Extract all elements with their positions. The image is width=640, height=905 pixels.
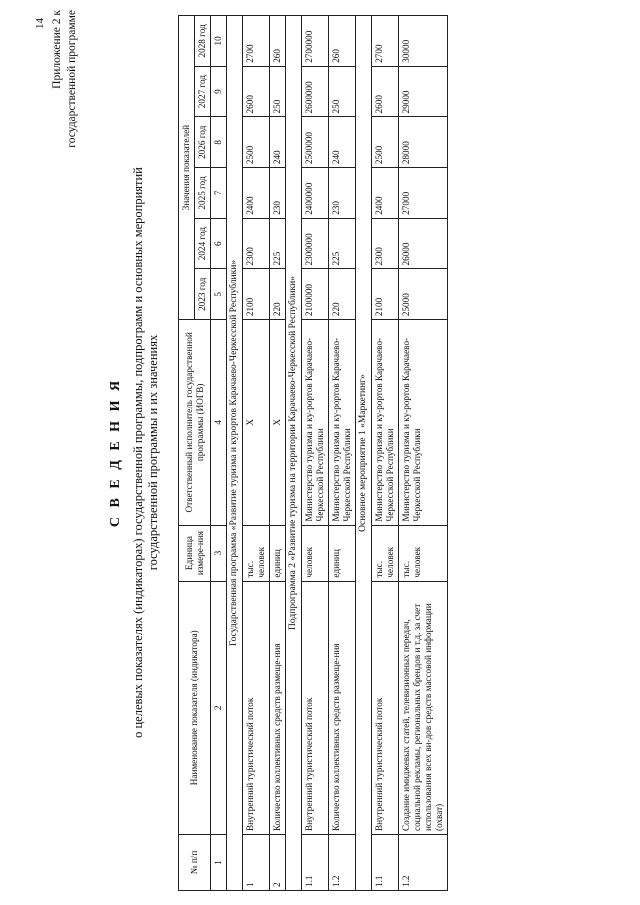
value-cell: 2400000: [302, 168, 329, 219]
value-cell: 220: [329, 269, 356, 320]
subtitle-line-2: государственной программы и их значениях: [146, 334, 160, 571]
value-cell: 230: [270, 168, 286, 219]
table-row: [399, 16, 448, 891]
table-row: [243, 16, 270, 891]
indicator-name: Количество коллективных средств размеще-ния: [329, 581, 356, 834]
row-number: 1: [243, 834, 270, 890]
table-row: [270, 16, 286, 891]
value-cell: 240: [329, 117, 356, 168]
value-cell: 2100: [372, 269, 399, 320]
value-cell: 250: [270, 66, 286, 117]
indicator-name: Количество коллективных средств размеще-ния: [270, 581, 286, 834]
page-number: 14: [34, 18, 46, 29]
value-cell: 220: [270, 269, 286, 320]
section-title: Основное мероприятие 1 «Маркетинг»: [356, 16, 372, 891]
value-cell: 2300: [243, 218, 270, 269]
row-number: 1.2: [399, 834, 448, 890]
column-number: 9: [211, 66, 227, 117]
value-cell: 26000: [399, 218, 448, 269]
column-number: 4: [211, 320, 227, 525]
subtitle-line-1: о целевых показателях (индикаторах) государственной программы, подпрограмм и основных мероприятий: [131, 167, 145, 738]
column-number: 7: [211, 168, 227, 219]
unit-cell: тыс. человек: [372, 525, 399, 581]
value-cell: 2500: [372, 117, 399, 168]
value-cell: 2400: [372, 168, 399, 219]
value-cell: 225: [270, 218, 286, 269]
value-cell: 2700: [372, 16, 399, 67]
row-number: 1.2: [329, 834, 356, 890]
indicator-name: Внутренний туристический поток: [302, 581, 329, 834]
value-cell: 225: [329, 218, 356, 269]
value-cell: 2500000: [302, 117, 329, 168]
value-cell: 2300: [372, 218, 399, 269]
header-values-group: Значения показателей: [179, 16, 195, 320]
responsible-executor: Министерство туризма и ку-рортов Карачаево-Черкесской Республики: [302, 320, 329, 525]
value-cell: 30000: [399, 16, 448, 67]
section-title: Подпрограмма 2 «Развитие туризма на территории Карачаево-Черкесской Республики»: [286, 16, 302, 891]
unit-cell: человек: [302, 525, 329, 581]
value-cell: 29000: [399, 66, 448, 117]
column-number: 8: [211, 117, 227, 168]
table-body: [227, 16, 448, 891]
value-cell: 2700000: [302, 16, 329, 67]
table-row: [302, 16, 329, 891]
section-row: [227, 16, 243, 891]
indicator-name: Внутренний туристический поток: [243, 581, 270, 834]
unit-cell: тыс. человек: [243, 525, 270, 581]
responsible-executor: Х: [243, 320, 270, 525]
appendix-line-1: Приложение 2 к: [51, 10, 63, 89]
header-year-2028: 2028 год: [195, 16, 211, 67]
document-title: С В Е Д Е Н И Я: [108, 377, 123, 528]
responsible-executor: Х: [270, 320, 286, 525]
column-numbers-row: [211, 16, 227, 891]
appendix-note: [50, 10, 80, 148]
value-cell: 25000: [399, 269, 448, 320]
indicator-name: Создание имиджевых статей, телевизионных передач, социальной рекламы, региональных брендов и т.д. за счет использования всех ви-дов средств массовой информации (охват): [399, 581, 448, 834]
row-number: 1.1: [372, 834, 399, 890]
value-cell: 27000: [399, 168, 448, 219]
header-name: Наименование показателя (индикатора): [179, 581, 211, 834]
header-year-2023: 2023 год: [195, 269, 211, 320]
column-number: 1: [211, 834, 227, 890]
header-year-2025: 2025 год: [195, 168, 211, 219]
table-row: [329, 16, 356, 891]
value-cell: 2600000: [302, 66, 329, 117]
indicator-name: Внутренний туристический поток: [372, 581, 399, 834]
section-row: [286, 16, 302, 891]
column-number: 6: [211, 218, 227, 269]
row-number: 2: [270, 834, 286, 890]
table-row: [372, 16, 399, 891]
unit-cell: единиц: [329, 525, 356, 581]
value-cell: 2100: [243, 269, 270, 320]
column-number: 2: [211, 581, 227, 834]
unit-cell: единиц: [270, 525, 286, 581]
value-cell: 28000: [399, 117, 448, 168]
responsible-executor: Министерство туризма и ку-рортов Карачаево-Черкесской Республики: [372, 320, 399, 525]
value-cell: 2600: [243, 66, 270, 117]
value-cell: 2700: [243, 16, 270, 67]
header-year-2026: 2026 год: [195, 117, 211, 168]
header-responsible: Ответственный исполнитель государственной программы (ИОГВ): [179, 320, 211, 525]
indicators-table: [178, 15, 448, 891]
section-row: [356, 16, 372, 891]
value-cell: 2300000: [302, 218, 329, 269]
value-cell: 2500: [243, 117, 270, 168]
unit-cell: тыс. человек: [399, 525, 448, 581]
column-number: 5: [211, 269, 227, 320]
header-unit: Единица измере-ния: [179, 525, 211, 581]
document-subtitle: [131, 150, 161, 755]
responsible-executor: Министерство туризма и ку-рортов Карачаево-Черкесской Республики: [329, 320, 356, 525]
column-number: 10: [211, 16, 227, 67]
header-year-2024: 2024 год: [195, 218, 211, 269]
column-number: 3: [211, 525, 227, 581]
value-cell: 2600: [372, 66, 399, 117]
value-cell: 260: [329, 16, 356, 67]
value-cell: 240: [270, 117, 286, 168]
appendix-line-2: государственной программе: [66, 10, 78, 148]
section-title: Государственная программа «Развитие туризма и курортов Карачаево-Черкесской Республики»: [227, 16, 243, 891]
value-cell: 2400: [243, 168, 270, 219]
responsible-executor: Министерство туризма и ку-рортов Карачаево-Черкесской Республики: [399, 320, 448, 525]
header-year-2027: 2027 год: [195, 66, 211, 117]
value-cell: 230: [329, 168, 356, 219]
value-cell: 2100000: [302, 269, 329, 320]
value-cell: 250: [329, 66, 356, 117]
header-num: № п/п: [179, 834, 211, 890]
row-number: 1.1: [302, 834, 329, 890]
value-cell: 260: [270, 16, 286, 67]
